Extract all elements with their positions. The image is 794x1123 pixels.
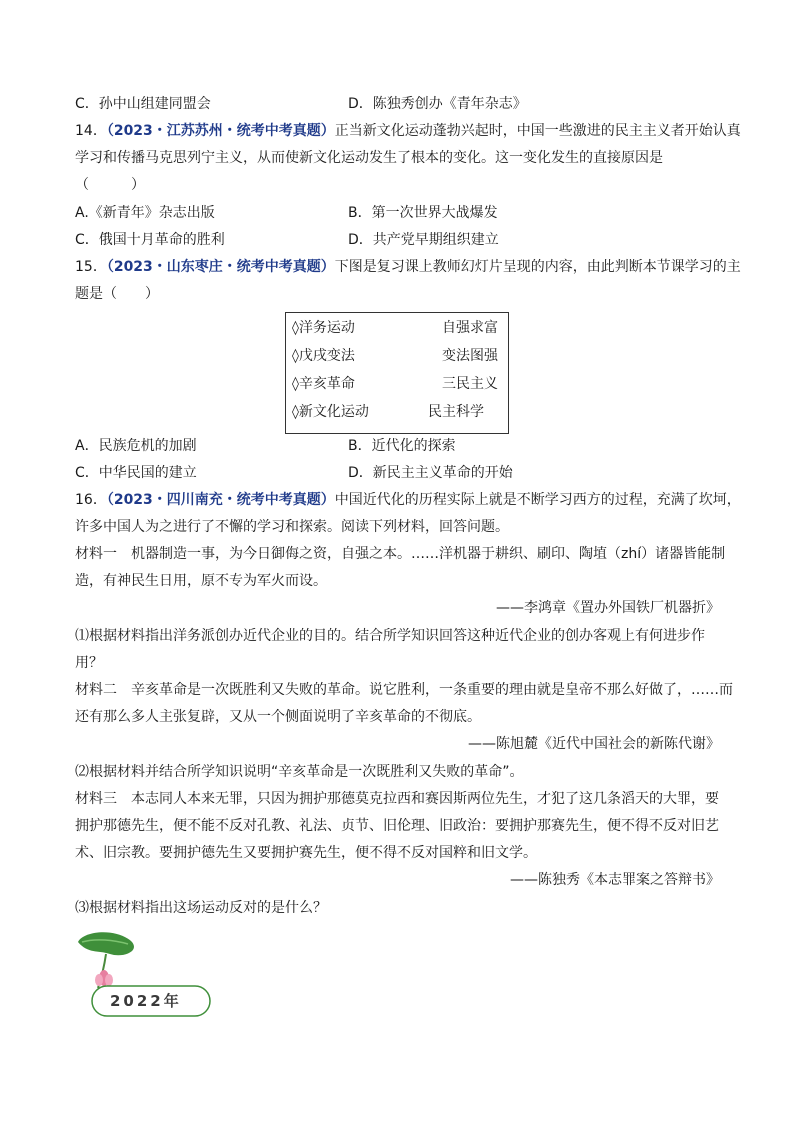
section-header-2022 [70,928,220,1023]
q16-stem-line1 [75,490,741,510]
q15-slide-box [285,312,509,434]
q16-material3-line2: 拥护那德先生，便不能不反对孔教、礼法、贞节、旧伦理、旧政治：要拥护那赛先生，便不得不反对旧艺 [75,818,719,834]
slide-row-topic: ◊洋务运动 [292,320,355,336]
q15-option-d: D．新民主主义革命的开始 [348,465,513,481]
q15-stem1: 下图是复习课上教师幻灯片呈现的内容，由此判断本节课学习的主 [334,259,741,275]
q16-part2: ⑵根据材料并结合所学知识说明“辛亥革命是一次既胜利又失败的革命”。 [75,764,524,780]
q14-stem-line1 [75,121,741,141]
q16-material3-source: ——陈独秀《本志罪案之答辩书》 [510,872,720,888]
q16-material3-line3: 术、旧宗教。要拥护德先生又要拥护赛先生，便不得不反对国粹和旧文学。 [75,845,537,861]
q14-option-a: A.《新青年》杂志出版 [75,205,215,221]
q15-stem-line1 [75,257,741,277]
q16-material1-source: ——李鸿章《置办外国铁厂机器折》 [496,600,720,616]
q14-option-b: B．第一次世界大战爆发 [348,205,498,221]
q15-option-a: A．民族危机的加剧 [75,438,197,454]
slide-row-topic: ◊新文化运动 [292,404,369,420]
slide-row-theme: 自强求富 [442,320,498,336]
q14-option-d: D．共产党早期组织建立 [348,232,499,248]
q15-source: （2023・山东枣庄・统考中考真题） [106,259,335,275]
q13-option-c: C．孙中山组建同盟会 [75,96,211,112]
q16-material1-line1: 材料一 机器制造一事，为今日御侮之资，自强之本。……洋机器于耕织、刷印、陶埴（zhí）诸器皆能制 [75,546,726,562]
q16-stem1: 中国近代化的历程实际上就是不断学习西方的过程，充满了坎坷， [334,492,741,508]
q16-source: （2023・四川南充・统考中考真题） [106,492,335,508]
q16-number: 16． [75,492,107,508]
q14-stem-line2: 学习和传播马克思列宁主义，从而使新文化运动发生了根本的变化。这一变化发生的直接原因是 [75,150,663,166]
q15-option-c: C．中华民国的建立 [75,465,197,481]
q15-number: 15． [75,259,107,275]
q16-part1-line1: ⑴根据材料指出洋务派创办近代企业的目的。结合所学知识回答这种近代企业的创办客观上有何进步作 [75,628,705,644]
q14-option-c: C．俄国十月革命的胜利 [75,232,225,248]
slide-row-theme: 三民主义 [442,376,498,392]
slide-row-topic: ◊辛亥革命 [292,376,355,392]
q16-material2-line2: 还有那么多人主张复辟，又从一个侧面说明了辛亥革命的不彻底。 [75,709,481,725]
q16-material1-line2: 造，有神民生日用，原不专为军火而设。 [75,573,327,589]
q16-material2-source: ——陈旭麓《近代中国社会的新陈代谢》 [468,736,720,752]
slide-row-theme: 变法图强 [442,348,498,364]
q16-stem-line2: 许多中国人为之进行了不懈的学习和探索。阅读下列材料，回答问题。 [75,519,509,535]
q15-option-b: B．近代化的探索 [348,438,456,454]
q16-material2-line1: 材料二 辛亥革命是一次既胜利又失败的革命。说它胜利，一条重要的理由就是皇帝不那么好做了，……而 [75,682,733,698]
q14-source: （2023・江苏苏州・统考中考真题） [106,123,335,139]
q16-part1-line2: 用？ [75,655,103,671]
section-year-label: 2022年 [110,992,182,1010]
q16-material3-line1: 材料三 本志同人本来无罪，只因为拥护那德莫克拉西和赛因斯两位先生，才犯了这几条滔天的大罪，要 [75,791,719,807]
q16-part3: ⑶根据材料指出这场运动反对的是什么？ [75,900,327,916]
slide-row-theme: 民主科学 [428,404,484,420]
q15-stem-line2: 题是（ ） [75,286,159,302]
slide-row-topic: ◊戊戌变法 [292,348,355,364]
q14-number: 14． [75,123,107,139]
q14-blank: （ ） [75,177,145,193]
q14-stem1: 正当新文化运动蓬勃兴起时，中国一些激进的民主主义者开始认真 [334,123,741,139]
q13-option-d: D．陈独秀创办《青年杂志》 [348,96,527,112]
